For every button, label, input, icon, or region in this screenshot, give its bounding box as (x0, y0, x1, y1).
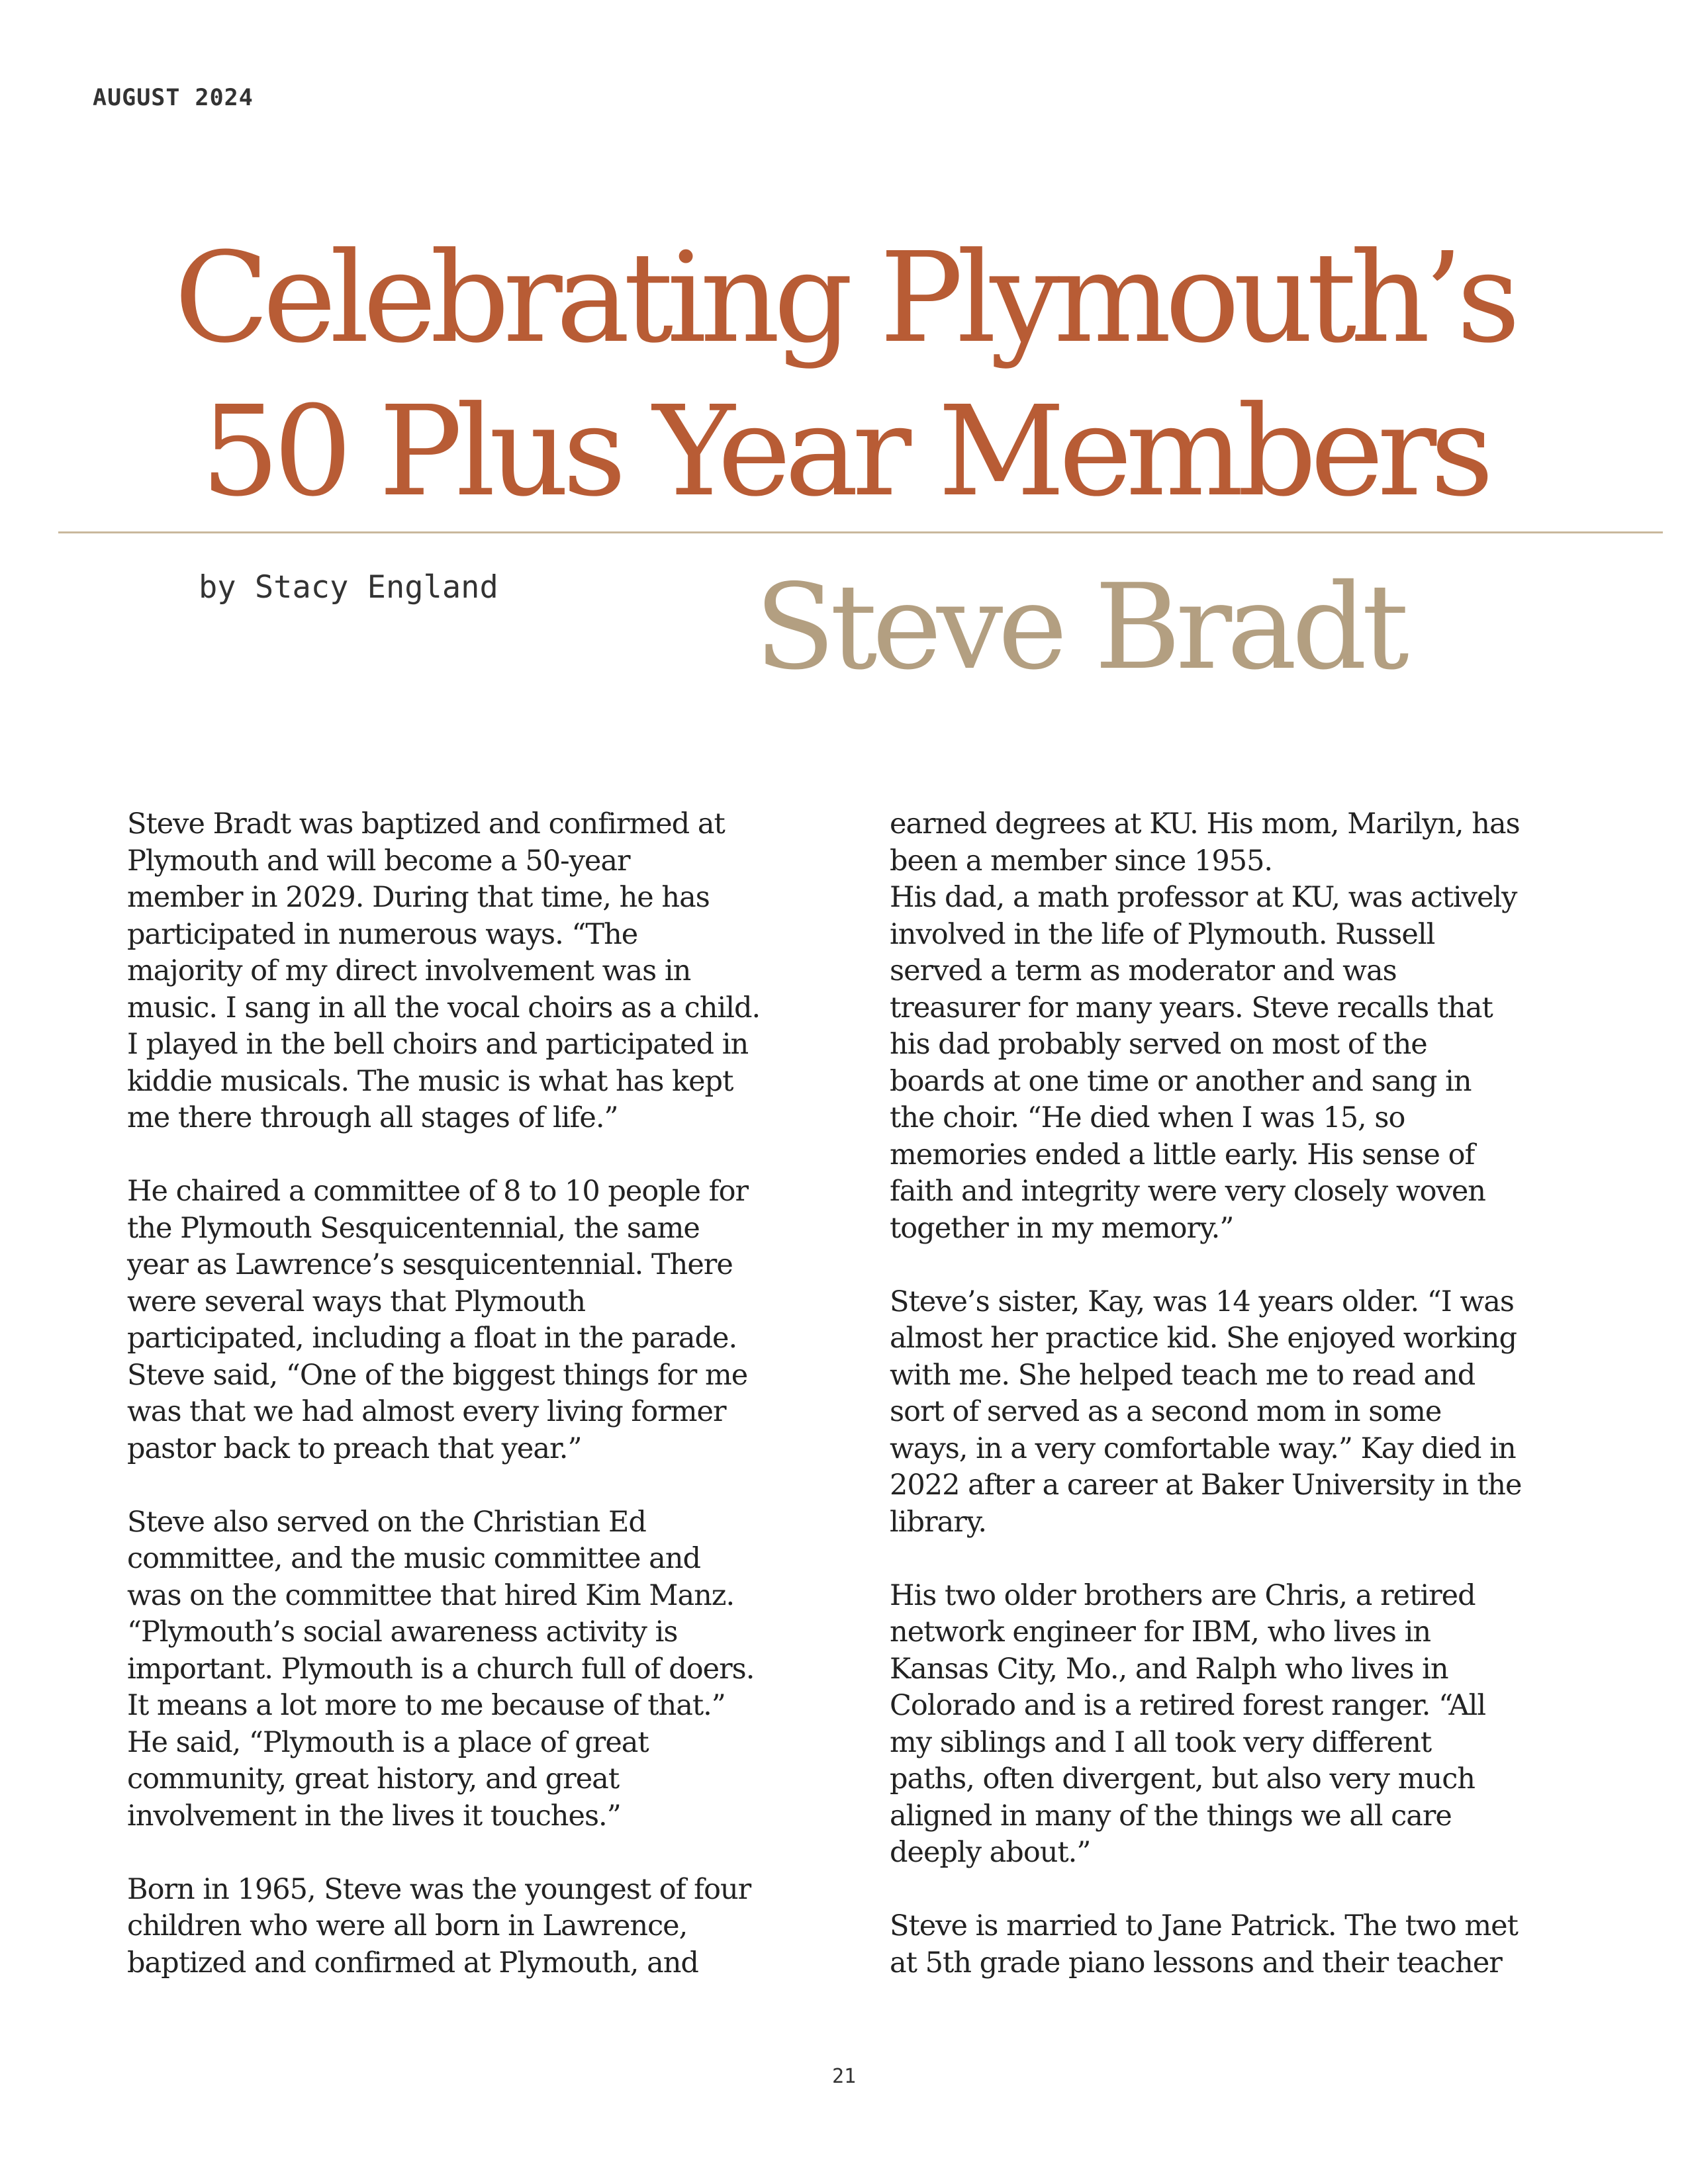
article-title-line-1: Celebrating Plymouth’s (174, 226, 1514, 371)
article-column-left (127, 806, 802, 2019)
member-name-heading: Steve Bradt (755, 559, 1404, 696)
title-divider (58, 531, 1663, 533)
paragraph: Steve’s sister, Kay, was 14 years older. “I was almost her practice kid. She enjoyed working with me. She helped teach me to read and sort of served as a second mom in some ways, in a very comfortable way.” Kay died in 2022 after a career at Baker University in the library. (890, 1285, 1522, 1539)
paragraph: Steve is married to Jane Patrick. The two met at 5th grade piano lessons and their teacher (890, 1909, 1518, 1979)
paragraph: His two older brothers are Chris, a retired network engineer for IBM, who lives in Kansas City, Mo., and Ralph who lives in Colorado and is a retired forest ranger. “All my siblings and I all took very different paths, often divergent, but also very much aligned in many of the things we all care deeply about.” (890, 1578, 1486, 1869)
paragraph: Steve also served on the Christian Ed committee, and the music committee and was on the committee that hired Kim Manz. “Plymouth’s social awareness activity is important. Plymouth is a church full of doers. It means a lot more to me because of that.” He said, “Plymouth is a place of great community, great history, and great involvement in the lives it touches.” (127, 1505, 755, 1833)
paragraph: earned degrees at KU. His mom, Marilyn, has been a member since 1955. (890, 807, 1520, 878)
article-title-line-2: 50 Plus Year Members (201, 379, 1487, 524)
article-column-right (890, 806, 1552, 2019)
paragraph: His dad, a math professor at KU, was actively involved in the life of Plymouth. Russell served a term as moderator and was treasurer for many years. Steve recalls that his dad probably served on most of the boards at one time or another and sang in the choir. “He died when I was 15, so memories ended a little early. His sense of faith and integrity were very closely woven together in my memory.” (890, 881, 1517, 1245)
page-number: 21 (831, 2065, 857, 2088)
byline: by Stacy England (199, 569, 498, 606)
paragraph: Steve Bradt was baptized and confirmed at Plymouth and will become a 50-year member in 2029. During that time, he has participated in numerous ways. “The majority of my direct involvement was in music. I sang in all the vocal choirs as a child. I played in the bell choirs and participated in kiddie musicals. The music is what has kept me there through all stages of life.” (127, 807, 761, 1134)
paragraph: He chaired a committee of 8 to 10 people for the Plymouth Sesquicentennial, the same year as Lawrence’s sesquicentennial. There were several ways that Plymouth participated, including a float in the parade. Steve said, “One of the biggest things for me was that we had almost every living former pastor back to preach that year.” (127, 1175, 749, 1465)
issue-date: AUGUST 2024 (93, 85, 254, 111)
paragraph: Born in 1965, Steve was the youngest of four children who were all born in Lawrence, baptized and confirmed at Plymouth, and (127, 1872, 751, 1979)
article-title (0, 222, 1688, 529)
